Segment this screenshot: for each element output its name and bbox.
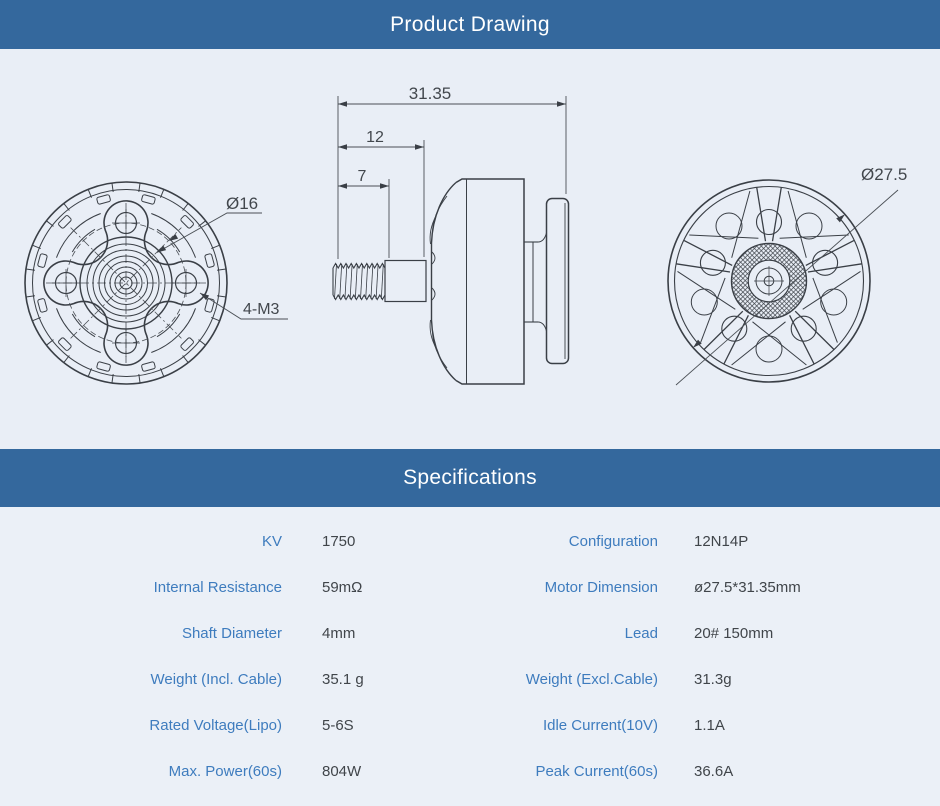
mount-holes-label: 4-M3 — [243, 301, 280, 318]
product-drawing-section — [0, 49, 940, 449]
dim-mount-circle — [157, 194, 262, 253]
spec-label: Peak Current(60s) — [535, 762, 658, 780]
spec-label: Internal Resistance — [153, 578, 282, 596]
thread-length-label: 7 — [357, 168, 367, 185]
specifications-header — [0, 449, 940, 507]
spec-value: 35.1 g — [322, 670, 364, 688]
mount-circle-diameter-label: Ø16 — [226, 194, 259, 213]
motor-shaft — [385, 261, 426, 302]
spec-row-shaft-lead — [0, 610, 940, 656]
spec-row-weight — [0, 656, 940, 702]
spec-value: 31.3g — [694, 670, 732, 688]
shaft-to-bell-label: 12 — [366, 129, 384, 146]
spec-label: Rated Voltage(Lipo) — [149, 716, 282, 734]
motor-body — [456, 179, 524, 384]
specifications-section — [0, 507, 940, 806]
spec-value: 36.6A — [694, 762, 734, 780]
spec-label: Idle Current(10V) — [542, 716, 658, 734]
spec-value: 4mm — [322, 624, 356, 642]
side-view-drawing — [333, 84, 569, 384]
spec-value: 804W — [322, 762, 362, 780]
product-drawing-title: Product Drawing — [390, 12, 550, 36]
motor-technical-drawing — [0, 49, 940, 449]
rear-boss — [524, 233, 547, 331]
dim-overall-length — [338, 84, 566, 259]
dim-thread-length — [338, 168, 389, 258]
overall-length-label: 31.35 — [408, 84, 452, 103]
spec-value: 5-6S — [322, 716, 354, 734]
front-view-drawing — [25, 182, 288, 384]
spec-row-power-peak — [0, 748, 940, 794]
spec-value: ø27.5*31.35mm — [694, 578, 801, 596]
spec-label: Configuration — [568, 532, 658, 550]
spec-value: 1750 — [322, 532, 356, 550]
bell-front-cap — [430, 183, 456, 381]
dim-shaft-to-bell — [338, 129, 424, 257]
spec-label: Max. Power(60s) — [168, 762, 282, 780]
spec-row-voltage-idle — [0, 702, 940, 748]
spec-label: Weight (Excl.Cable) — [525, 670, 658, 688]
outer-diameter-label: Ø27.5 — [861, 165, 908, 184]
threaded-shaft — [333, 264, 385, 300]
prop-mount-flange — [547, 199, 569, 364]
product-drawing-header — [0, 0, 940, 49]
spec-row-resistance-dimension — [0, 564, 940, 610]
knurled-hub — [732, 244, 807, 319]
spec-label: Lead — [624, 624, 658, 642]
spec-label: Weight (Incl. Cable) — [150, 670, 282, 688]
spec-row-kv-configuration — [0, 518, 940, 564]
spec-label: Motor Dimension — [544, 578, 658, 596]
spec-label: KV — [261, 532, 282, 550]
spec-label: Shaft Diameter — [181, 624, 282, 642]
spec-value: 59mΩ — [322, 578, 363, 596]
specifications-title: Specifications — [403, 466, 537, 489]
spec-value: 20# 150mm — [694, 624, 774, 642]
rear-view-drawing — [668, 165, 907, 385]
spec-value: 12N14P — [694, 532, 749, 550]
spec-value: 1.1A — [694, 716, 725, 734]
